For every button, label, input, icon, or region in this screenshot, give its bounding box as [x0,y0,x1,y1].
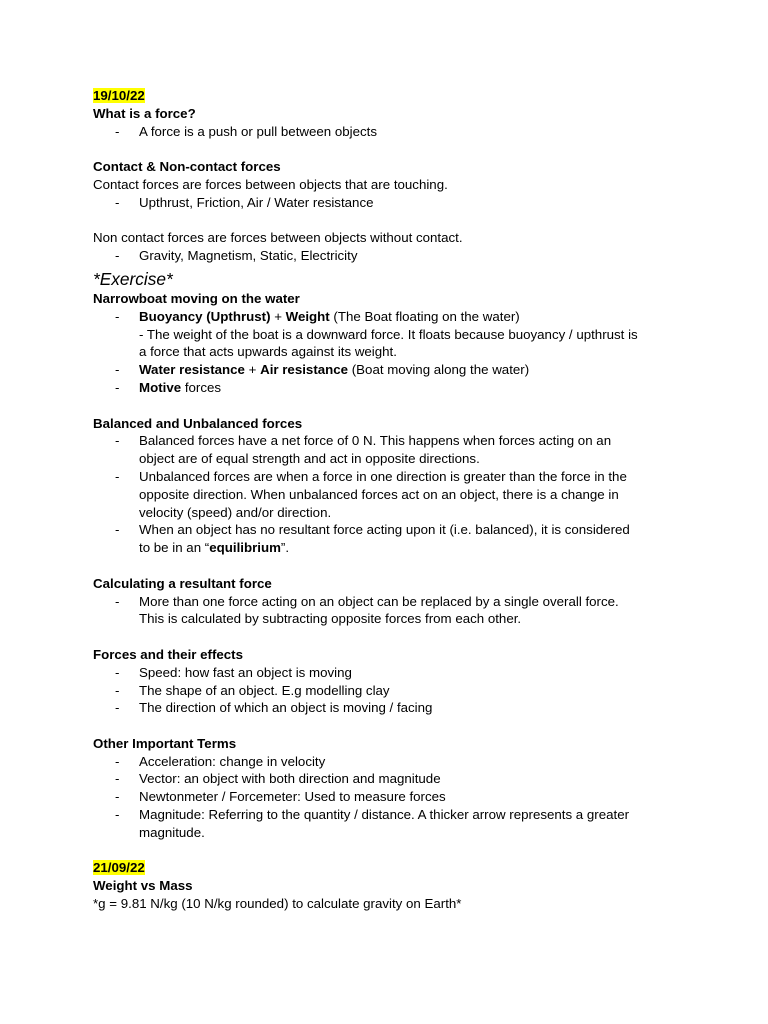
list-item: - More than one force acting on an object can be replaced by a single overall force. [115,593,619,609]
list-item: - Newtonmeter / Forcemeter: Used to measure forces [115,789,446,805]
list-item: - When an object has no resultant force acting upon it (i.e. balanced), it is considered [115,522,630,538]
section-title: Weight vs Mass [93,878,193,894]
bullet-dash: - [115,593,120,609]
date-highlight: 21/09/22 [93,860,145,876]
bullet-dash: - [115,522,120,538]
paragraph: Contact forces are forces between objects that are touching. [93,176,448,192]
bullet-dash: - [115,362,120,378]
section-title: Contact & Non-contact forces [93,159,281,175]
bullet-dash: - [115,248,120,264]
bullet-dash: - [115,807,120,823]
list-item: - Balanced forces have a net force of 0 N. This happens when forces acting on an [115,433,612,449]
section-title: What is a force? [93,105,196,121]
document-body [93,87,683,913]
section-title: Forces and their effects [93,646,244,662]
section-title: Balanced and Unbalanced forces [93,415,303,431]
list-item-continuation: velocity (speed) and/or direction. [139,504,332,520]
section-title: Narrowboat moving on the water [93,290,300,306]
list-item-continuation: opposite direction. When unbalanced forces act on an object, there is a change in [139,486,619,502]
list-item: - Unbalanced forces are when a force in one direction is greater than the force in the [115,468,627,484]
list-item: - A force is a push or pull between objects [115,123,378,139]
bullet-dash: - [115,682,120,698]
list-item-continuation: to be in an “equilibrium”. [139,540,290,556]
bullet-dash: - [115,771,120,787]
section-title: Calculating a resultant force [93,575,272,591]
list-item-continuation: object are of equal strength and act in opposite directions. [139,451,480,467]
list-item: - Buoyancy (Upthrust) + Weight (The Boat floating on the water) [115,308,520,324]
paragraph: Non contact forces are forces between objects without contact. [93,230,463,246]
bullet-dash: - [115,789,120,805]
list-item: - Water resistance + Air resistance (Boat moving along the water) [115,362,530,378]
bullet-dash: - [115,468,120,484]
bullet-dash: - [115,700,120,716]
list-item: - Acceleration: change in velocity [115,753,326,769]
date-highlight: 19/10/22 [93,88,145,103]
bullet-dash: - [115,308,120,324]
list-item: - Upthrust, Friction, Air / Water resistance [115,194,374,210]
list-item: - Vector: an object with both direction and magnitude [115,771,441,787]
list-item-continuation: - The weight of the boat is a downward force. It floats because buoyancy / upthrust is [139,326,638,342]
section-title: Other Important Terms [93,735,237,751]
list-item: - The direction of which an object is moving / facing [115,700,433,716]
list-item-continuation: magnitude. [139,824,205,840]
bullet-dash: - [115,433,120,449]
list-item: - Gravity, Magnetism, Static, Electricity [115,248,358,264]
bullet-dash: - [115,194,120,210]
list-item-continuation: a force that acts upwards against its weight. [139,344,397,360]
exercise-heading: *Exercise* [93,268,173,289]
list-item: - Motive forces [115,379,222,395]
list-item-continuation: This is calculated by subtracting opposite forces from each other. [139,611,522,627]
bullet-dash: - [115,379,120,395]
list-item: - The shape of an object. E.g modelling clay [115,682,390,698]
bullet-dash: - [115,664,120,680]
bullet-dash: - [115,123,120,139]
bullet-dash: - [115,753,120,769]
list-item: - Magnitude: Referring to the quantity / distance. A thicker arrow represents a greater [115,807,630,823]
list-item: - Speed: how fast an object is moving [115,664,352,680]
paragraph: *g = 9.81 N/kg (10 N/kg rounded) to calculate gravity on Earth* [93,896,462,912]
